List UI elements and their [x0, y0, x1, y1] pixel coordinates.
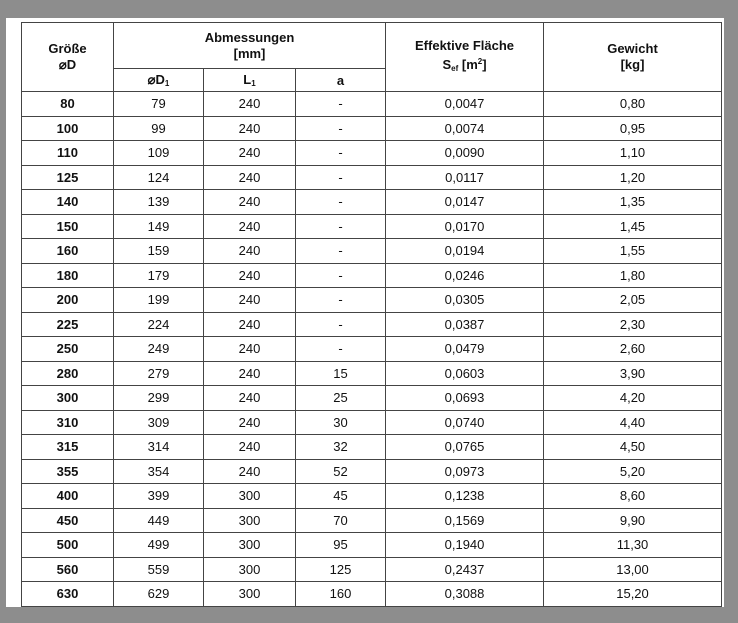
cell-size: 400 — [22, 484, 114, 509]
cell-area: 0,0194 — [386, 239, 544, 264]
table-row — [22, 361, 722, 386]
document-frame — [6, 6, 730, 614]
table-row — [22, 582, 722, 607]
cell-size: 150 — [22, 214, 114, 239]
cell-size: 560 — [22, 557, 114, 582]
cell-area: 0,0479 — [386, 337, 544, 362]
cell-l1: 240 — [204, 165, 296, 190]
cell-d1: 354 — [114, 459, 204, 484]
cell-d1: 149 — [114, 214, 204, 239]
cell-l1: 240 — [204, 435, 296, 460]
cell-area: 0,0090 — [386, 141, 544, 166]
cell-d1: 559 — [114, 557, 204, 582]
cell-a: - — [296, 288, 386, 313]
cell-a: - — [296, 337, 386, 362]
table-body — [22, 92, 722, 607]
table-row — [22, 459, 722, 484]
cell-d1: 99 — [114, 116, 204, 141]
cell-a: - — [296, 116, 386, 141]
cell-a: - — [296, 214, 386, 239]
cell-d1: 279 — [114, 361, 204, 386]
cell-a: - — [296, 141, 386, 166]
cell-area: 0,0147 — [386, 190, 544, 215]
cell-d1: 249 — [114, 337, 204, 362]
cell-a: 32 — [296, 435, 386, 460]
table-row — [22, 116, 722, 141]
area-header — [386, 23, 544, 92]
cell-size: 315 — [22, 435, 114, 460]
table-row — [22, 386, 722, 411]
cell-d1: 449 — [114, 508, 204, 533]
cell-weight: 1,45 — [544, 214, 722, 239]
cell-size: 110 — [22, 141, 114, 166]
cell-a: 45 — [296, 484, 386, 509]
table-row — [22, 141, 722, 166]
cell-a: - — [296, 165, 386, 190]
cell-l1: 240 — [204, 410, 296, 435]
cell-d1: 629 — [114, 582, 204, 607]
cell-l1: 300 — [204, 533, 296, 558]
table-row — [22, 288, 722, 313]
table-row — [22, 508, 722, 533]
cell-l1: 240 — [204, 263, 296, 288]
cell-area: 0,0387 — [386, 312, 544, 337]
cell-size: 280 — [22, 361, 114, 386]
cell-d1: 314 — [114, 435, 204, 460]
cell-l1: 240 — [204, 337, 296, 362]
table-row — [22, 190, 722, 215]
cell-area: 0,0170 — [386, 214, 544, 239]
cell-a: - — [296, 239, 386, 264]
cell-weight: 1,20 — [544, 165, 722, 190]
cell-d1: 399 — [114, 484, 204, 509]
cell-l1: 240 — [204, 386, 296, 411]
cell-area: 0,0693 — [386, 386, 544, 411]
table-row — [22, 165, 722, 190]
cell-size: 250 — [22, 337, 114, 362]
cell-l1: 300 — [204, 557, 296, 582]
cell-d1: 124 — [114, 165, 204, 190]
d1-header: $⌀D_1$ — [114, 69, 204, 92]
table-row — [22, 239, 722, 264]
cell-weight: 5,20 — [544, 459, 722, 484]
cell-l1: 240 — [204, 214, 296, 239]
cell-a: 125 — [296, 557, 386, 582]
cell-size: 200 — [22, 288, 114, 313]
cell-area: 0,1238 — [386, 484, 544, 509]
cell-weight: 1,35 — [544, 190, 722, 215]
table-row — [22, 312, 722, 337]
cell-weight: 1,80 — [544, 263, 722, 288]
cell-weight: 3,90 — [544, 361, 722, 386]
size-header — [22, 23, 114, 92]
cell-area: 0,1940 — [386, 533, 544, 558]
cell-area: 0,2437 — [386, 557, 544, 582]
cell-weight: 4,20 — [544, 386, 722, 411]
cell-weight: 4,40 — [544, 410, 722, 435]
cell-l1: 240 — [204, 190, 296, 215]
weight-header-unit: [kg] — [620, 57, 645, 72]
cell-weight: 0,95 — [544, 116, 722, 141]
cell-a: 30 — [296, 410, 386, 435]
cell-area: 0,0765 — [386, 435, 544, 460]
cell-size: 80 — [22, 92, 114, 117]
table-row — [22, 92, 722, 117]
cell-a: - — [296, 190, 386, 215]
cell-weight: 11,30 — [544, 533, 722, 558]
cell-d1: 139 — [114, 190, 204, 215]
cell-size: 300 — [22, 386, 114, 411]
cell-weight: 8,60 — [544, 484, 722, 509]
cell-d1: 179 — [114, 263, 204, 288]
cell-a: - — [296, 92, 386, 117]
cell-a: 25 — [296, 386, 386, 411]
cell-a: 160 — [296, 582, 386, 607]
cell-d1: 499 — [114, 533, 204, 558]
cell-weight: 1,10 — [544, 141, 722, 166]
table-row — [22, 435, 722, 460]
cell-a: 95 — [296, 533, 386, 558]
cell-l1: 240 — [204, 92, 296, 117]
dimensions-header — [114, 23, 386, 69]
cell-a: - — [296, 312, 386, 337]
cell-l1: 300 — [204, 508, 296, 533]
cell-l1: 240 — [204, 459, 296, 484]
cell-area: 0,0603 — [386, 361, 544, 386]
cell-d1: 159 — [114, 239, 204, 264]
cell-size: 125 — [22, 165, 114, 190]
cell-area: 0,0074 — [386, 116, 544, 141]
cell-d1: 79 — [114, 92, 204, 117]
weight-header — [544, 23, 722, 92]
cell-l1: 240 — [204, 361, 296, 386]
cell-l1: 240 — [204, 141, 296, 166]
dimensions-header-label: Abmessungen — [204, 29, 295, 45]
cell-d1: 299 — [114, 386, 204, 411]
table-row — [22, 484, 722, 509]
area-header-label: Effektive Fläche — [415, 37, 515, 53]
cell-area: 0,0047 — [386, 92, 544, 117]
cell-weight: 2,60 — [544, 337, 722, 362]
size-header-symbol: ⌀D — [58, 57, 77, 72]
a-header: a — [296, 69, 386, 92]
cell-a: 52 — [296, 459, 386, 484]
cell-size: 450 — [22, 508, 114, 533]
cell-a: - — [296, 263, 386, 288]
cell-a: 15 — [296, 361, 386, 386]
cell-area: 0,1569 — [386, 508, 544, 533]
cell-weight: 0,80 — [544, 92, 722, 117]
table-row — [22, 410, 722, 435]
cell-size: 500 — [22, 533, 114, 558]
cell-area: 0,0973 — [386, 459, 544, 484]
weight-header-label: Gewicht — [607, 41, 658, 56]
cell-size: 100 — [22, 116, 114, 141]
table-sheet — [6, 18, 724, 607]
cell-l1: 300 — [204, 484, 296, 509]
cell-l1: 240 — [204, 116, 296, 141]
cell-size: 140 — [22, 190, 114, 215]
cell-size: 180 — [22, 263, 114, 288]
dimensions-header-unit: [mm] — [233, 45, 266, 61]
cell-weight: 13,00 — [544, 557, 722, 582]
cell-size: 160 — [22, 239, 114, 264]
l1-header: $L_1$ — [204, 69, 296, 92]
cell-area: 0,3088 — [386, 582, 544, 607]
table-row — [22, 533, 722, 558]
cell-weight: 9,90 — [544, 508, 722, 533]
cell-a: 70 — [296, 508, 386, 533]
table-row — [22, 214, 722, 239]
table-row — [22, 263, 722, 288]
cell-weight: 2,30 — [544, 312, 722, 337]
cell-size: 630 — [22, 582, 114, 607]
size-header-label: Größe — [48, 41, 87, 56]
table-row — [22, 557, 722, 582]
table-row — [22, 337, 722, 362]
cell-l1: 300 — [204, 582, 296, 607]
area-header-symbol: $S_{ef}$ $[m^2]$ — [442, 56, 487, 73]
cell-weight: 4,50 — [544, 435, 722, 460]
cell-size: 225 — [22, 312, 114, 337]
cell-area: 0,0246 — [386, 263, 544, 288]
cell-weight: 1,55 — [544, 239, 722, 264]
cell-d1: 224 — [114, 312, 204, 337]
dimensions-table — [21, 22, 722, 607]
header-row — [22, 23, 722, 69]
cell-weight: 2,05 — [544, 288, 722, 313]
cell-d1: 309 — [114, 410, 204, 435]
cell-size: 355 — [22, 459, 114, 484]
cell-l1: 240 — [204, 312, 296, 337]
cell-d1: 199 — [114, 288, 204, 313]
cell-l1: 240 — [204, 288, 296, 313]
cell-area: 0,0117 — [386, 165, 544, 190]
cell-area: 0,0740 — [386, 410, 544, 435]
cell-l1: 240 — [204, 239, 296, 264]
cell-size: 310 — [22, 410, 114, 435]
cell-d1: 109 — [114, 141, 204, 166]
cell-weight: 15,20 — [544, 582, 722, 607]
cell-area: 0,0305 — [386, 288, 544, 313]
